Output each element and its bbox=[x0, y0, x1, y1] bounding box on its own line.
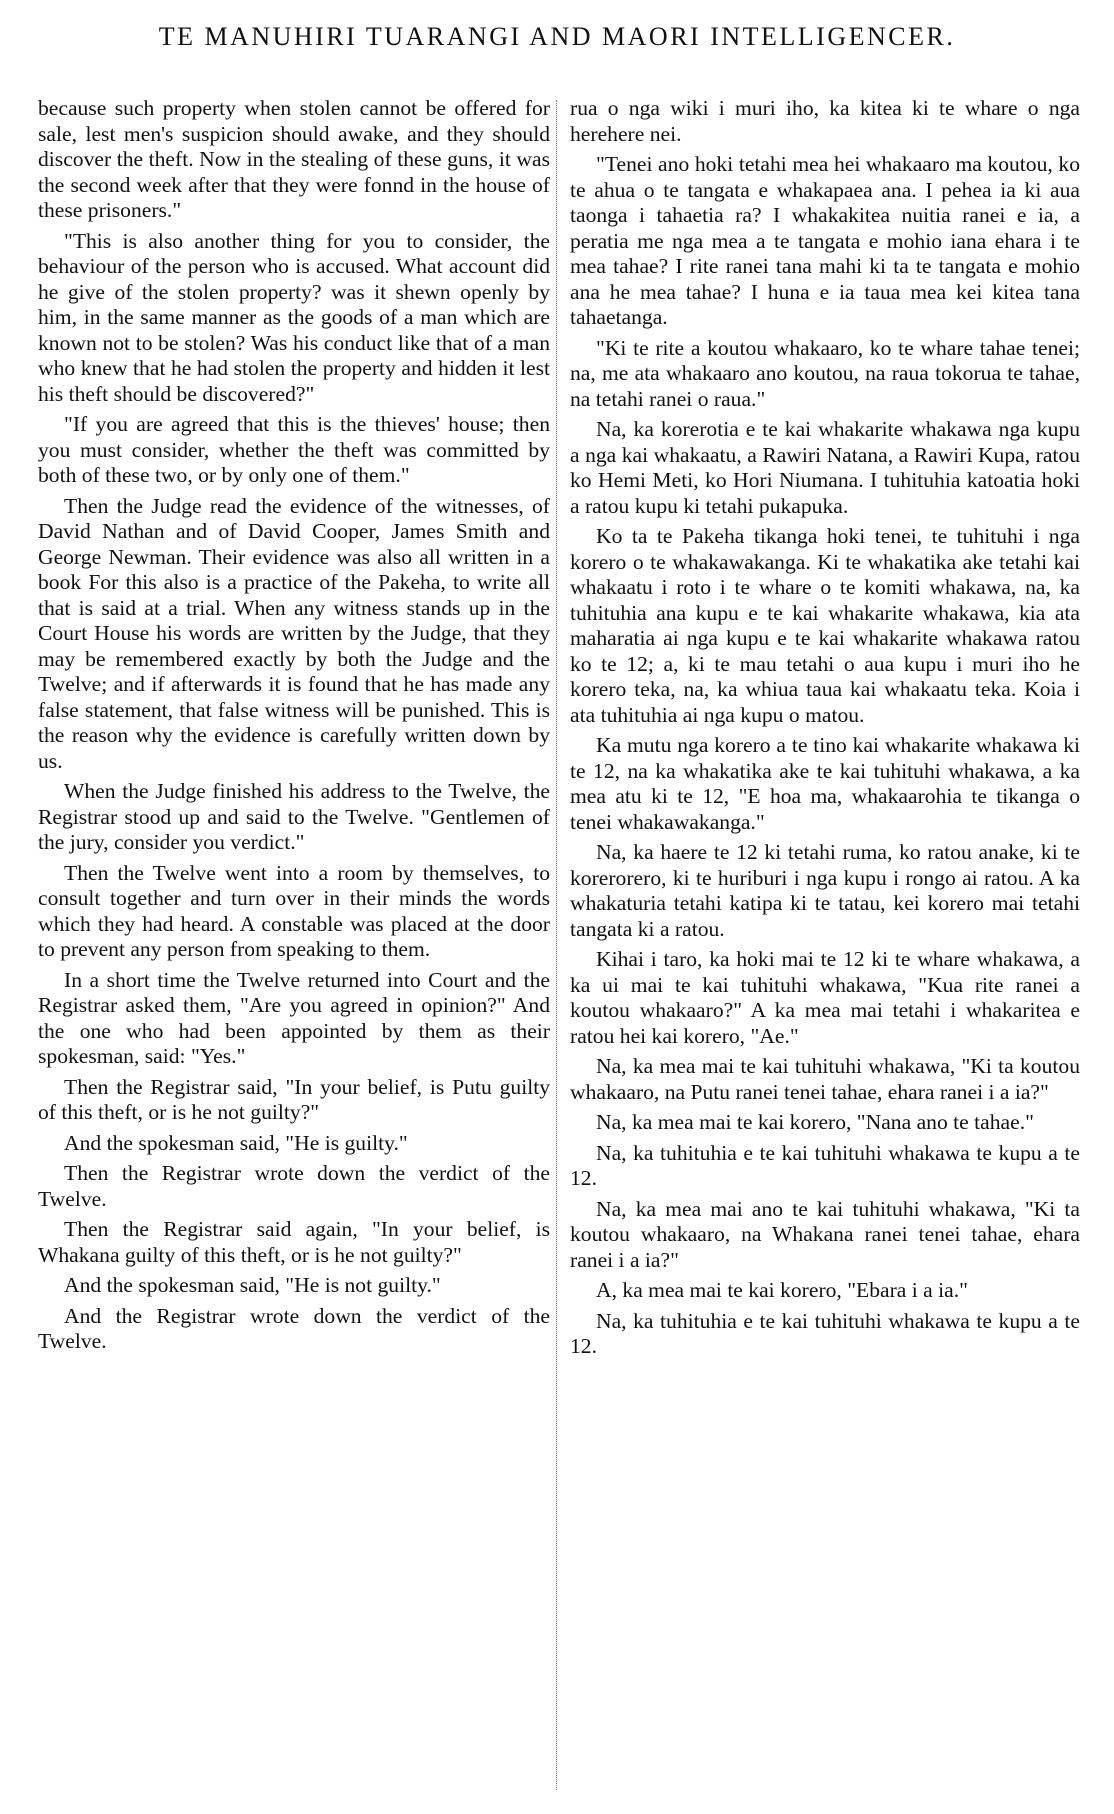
paragraph: Na, ka mea mai ano te kai tuhituhi whakawa, "Ki ta koutou whakaaro, na Whakana ranei tenei tahae, ehara ranei i a ia?" bbox=[570, 1196, 1080, 1272]
paragraph: Ka mutu nga korero a te tino kai whakarite whakawa ki te 12, na ka whakatika ake te kai tuhituhi whakawa, a ka mea atu ki te 12, "E hoa ma, whakaarohia te tikanga o tenei whakawakanga." bbox=[570, 733, 1080, 834]
page-header: TE MANUHIRI TUARANGI AND MAORI INTELLIGENCER. bbox=[158, 22, 956, 51]
paragraph: Kihai i taro, ka hoki mai te 12 ki te whare whakawa, a ka ui mai te kai tuhituhi whakawa, "Kua rite ranei a koutou whakaaro?" A ka mea mai tetahi i whakaritea e ratou hei kai korero, "Ae." bbox=[570, 947, 1080, 1048]
paragraph: Then the Registrar said, "In your belief, is Putu guilty of this theft, or is he not guilty?" bbox=[38, 1074, 550, 1124]
paragraph: Na, ka tuhituhia e te kai tuhituhi whakawa te kupu a te 12. bbox=[570, 1140, 1080, 1190]
paragraph: Na, ka haere te 12 ki tetahi ruma, ko ratou anake, ki te korerorero, ki te huriburi i nga kupu i rongo ai ratou. A ka whakaturia tetahi katipa ki te tatau, kei korero mai tetahi tangata ki a ratou. bbox=[570, 840, 1080, 941]
paragraph: Na, ka korerotia e te kai whakarite whakawa nga kupu a nga kai whakaatu, a Rawiri Natana, a Rawiri Kupa, ratou ko Hemi Meti, ko Hori Niumana. I tuhituhia katoatia hoki a ratou kupu ki tetahi pukapuka. bbox=[570, 417, 1080, 518]
paragraph: In a short time the Twelve returned into Court and the Registrar asked them, "Are you agreed in opinion?" And the one who had been appointed by them as their spokesman, said: "Yes." bbox=[38, 967, 550, 1068]
column-divider bbox=[556, 100, 558, 1790]
paragraph: "Tenei ano hoki tetahi mea hei whakaaro ma koutou, ko te ahua o te tangata e whakapaea ana. I pehea ia ki aua taonga i tahaetia ra? I whakakitea nuitia ranei e ia, a peratia me nga mea a te tangata e mohio iana ehara i te mea tahae? I rite ranei tana mahi ki ta te tangata e mohio ana he mea tahae? I huna e ia taua mea kei kitea tana tahaetanga. bbox=[570, 152, 1080, 329]
paragraph: Then the Judge read the evidence of the witnesses, of David Nathan and of David Cooper, James Smith and George Newman. Their evidence was also all written in a book For this also is a practice of the Pakeha, to write all that is said at a trial. When any witness stands up in the Court House his words are written by the Judge, that they may be remembered exactly by both the Judge and the Twelve; and if afterwards it is found that he has made any false statement, that false witness will be punished. This is the reason why the evidence is carefully written down by us. bbox=[38, 493, 550, 773]
paragraph: Na, ka tuhituhia e te kai tuhituhi whakawa te kupu a te 12. bbox=[570, 1308, 1080, 1358]
paragraph: A, ka mea mai te kai korero, "Ebara i a ia." bbox=[596, 1278, 968, 1302]
left-column-english bbox=[38, 96, 550, 1360]
paragraph: "If you are agreed that this is the thieves' house; then you must consider, whether the theft was committed by both of these two, or by only one of them." bbox=[38, 412, 550, 487]
paragraph: And the Registrar wrote down the verdict of the Twelve. bbox=[38, 1303, 550, 1353]
paragraph: Na, ka mea mai te kai tuhituhi whakawa, "Ki ta koutou whakaaro, na Putu ranei tenei tahae, ehara ranei i a ia?" bbox=[570, 1054, 1080, 1104]
paragraph: rua o nga wiki i muri iho, ka kitea ki te whare o nga herehere nei. bbox=[570, 96, 1080, 146]
right-column-maori bbox=[570, 96, 1080, 1365]
paragraph: And the spokesman said, "He is guilty." bbox=[64, 1130, 408, 1155]
paragraph: Ko ta te Pakeha tikanga hoki tenei, te tuhituhi i nga korero o te whakawakanga. Ki te whakatika ake tetahi kai whakaatu i roto i te whare o te komiti whakawa, na, ka tuhituhia ana kupu e te kai whakarite whakawa, kia ata maharatia ai nga kupu e te kai whakarite whakawa ratou ko te 12; a, ki te mau tetahi o aua kupu i muri iho he korero teka, na, ka whiua taua kai whakaatu teka. Koia i ata tuhituhia ai nga kupu o matou. bbox=[570, 524, 1080, 727]
paragraph: "This is also another thing for you to consider, the behaviour of the person who is accused. What account did he give of the stolen property? was it shewn openly by him, in the same manner as the goods of a man which are known not to be stolen? Was his conduct like that of a man who knew that he had stolen the property and hidden it lest his theft should be discovered?" bbox=[38, 228, 550, 406]
paragraph: because such property when stolen cannot be offered for sale, lest men's suspicion should awake, and they should discover the theft. Now in the stealing of these guns, it was the second week after that they were fonnd in the house of these prisoners." bbox=[38, 96, 550, 222]
paragraph: And the spokesman said, "He is not guilty." bbox=[64, 1273, 441, 1297]
paragraph: Then the Registrar wrote down the verdict of the Twelve. bbox=[38, 1161, 550, 1211]
paragraph: Then the Registrar said again, "In your belief, is Whakana guilty of this theft, or is he not guilty?" bbox=[38, 1217, 550, 1267]
paragraph: "Ki te rite a koutou whakaaro, ko te whare tahae tenei; na, me ata whakaaro ano koutou, na raua tokorua te tahae, na tetahi ranei o raua." bbox=[570, 335, 1080, 411]
paragraph: When the Judge finished his address to the Twelve, the Registrar stood up and said to the Twelve. "Gentlemen of the jury, consider you verdict." bbox=[38, 779, 550, 854]
paragraph: Then the Twelve went into a room by themselves, to consult together and turn over in their minds the words which they had heard. A constable was placed at the door to prevent any person from speaking to them. bbox=[38, 860, 550, 961]
paragraph: Na, ka mea mai te kai korero, "Nana ano te tahae." bbox=[596, 1110, 1034, 1134]
